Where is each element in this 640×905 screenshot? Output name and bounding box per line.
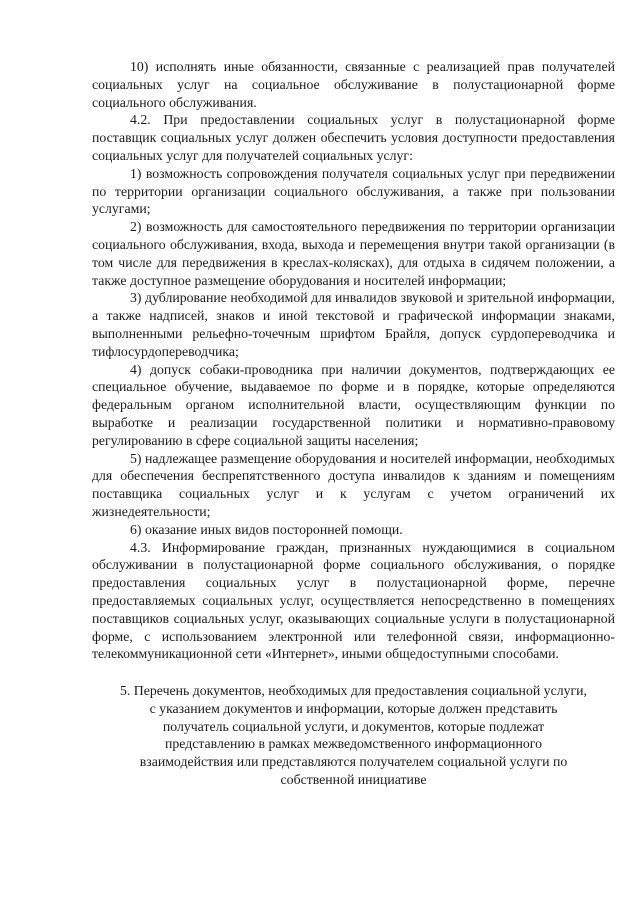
heading-line: взаимодействия или представляются получателем социальной услуги по bbox=[139, 754, 568, 770]
paragraph-item-5: 5) надлежащее размещение оборудования и носителей информации, необходимых для обеспечения беспрепятственного доступа инвалидов к зданиям и помещениям поставщика социальных услуг и к услугам с учетом ограничений их жизнедеятельности; bbox=[92, 450, 615, 519]
heading-line: получатель социальной услуги, и документов, которые подлежат bbox=[162, 718, 545, 734]
paragraph-4-2: 4.2. При предоставлении социальных услуг в полустационарной форме поставщик социальных услуг должен обеспечить условия доступности предоставления социальных услуг для получателей социальных услуг: bbox=[92, 112, 615, 163]
heading-line: представлению в рамках межведомственного информационного bbox=[164, 736, 543, 752]
heading-line: собственной инициативе bbox=[280, 772, 427, 788]
paragraph-4-3: 4.3. Информирование граждан, признанных нуждающимися в социальном обслуживании в полустационарной форме социального обслуживания, о порядке предоставления социальных услуг в полустационарной форме, перечне предоставляемых социальных услуг, осуществляется непосредственно в помещениях поставщиков социальных услуг, оказывающих социальные услуги в полустационарной форме, с использованием электронной или телефонной связи, информационно-телекоммуникационной сети «Интернет», иными общедоступными способами. bbox=[92, 539, 615, 662]
paragraph-item-1: 1) возможность сопровождения получателя социальных услуг при передвижении по территории организации социального обслуживания, а также при пользовании услугами; bbox=[92, 165, 615, 217]
paragraph-item-3: 3) дублирование необходимой для инвалидов звуковой и зрительной информации, а также надписей, знаков и иной текстовой и графической информации знаками, выполненными рельефно-точечным шрифтом Брайля, допуск сурдопереводчика и тифлосурдопереводчика; bbox=[92, 290, 615, 359]
paragraph-item-6: 6) оказание иных видов посторонней помощи. bbox=[130, 521, 403, 537]
section-heading-5 bbox=[92, 682, 615, 789]
heading-line: с указанием документов и информации, которые должен представить bbox=[149, 700, 558, 716]
paragraph-item-10: 10) исполнять иные обязанности, связанные с реализацией прав получателей социальных услуг на социальное обслуживание в полустационарной форме социального обслуживания. bbox=[92, 59, 615, 110]
paragraph-item-2: 2) возможность для самостоятельного передвижения по территории организации социального обслуживания, входа, выхода и перемещения внутри такой организации (в том числе для передвижения в креслах-колясках), для отдыха в сидячем положении, а также доступное размещение оборудования и носителей информации; bbox=[92, 219, 615, 288]
heading-line: 5. Перечень документов, необходимых для предоставления социальной услуги, bbox=[120, 683, 587, 699]
paragraph-item-4: 4) допуск собаки-проводника при наличии документов, подтверждающих ее специальное обучение, выдаваемое по форме и в порядке, которые определяются федеральным органом исполнительной власти, осуществляющим функции по выработке и реализации государственной политики и нормативно-правовому регулированию в сфере социальной защиты населения; bbox=[92, 361, 615, 448]
